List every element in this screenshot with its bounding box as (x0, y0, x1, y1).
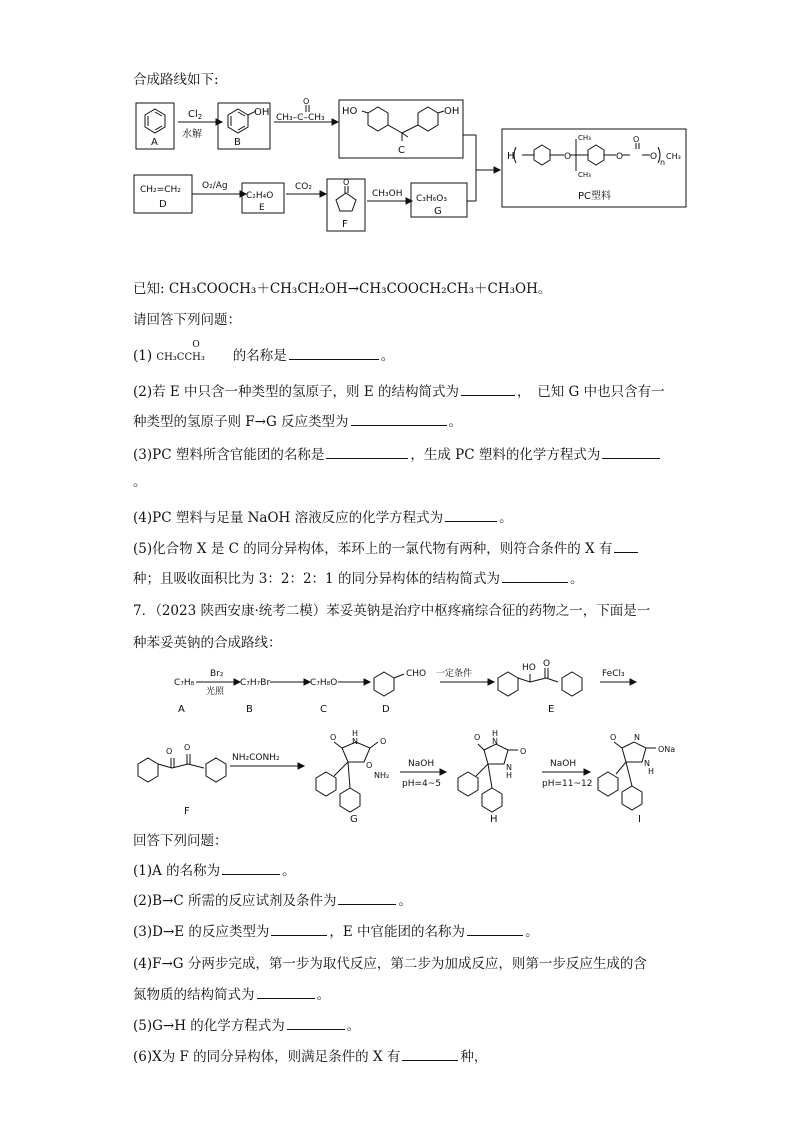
e-ho: HO (522, 663, 536, 673)
ethylene: CH₂=CH₂ (140, 185, 181, 195)
pc-h: H (507, 151, 515, 162)
acetone-formula: CH₃–C–CH₃ (276, 113, 325, 123)
cond: 一定条件 (436, 669, 473, 679)
h-h2: H (506, 771, 513, 780)
label-g7: G (350, 814, 358, 824)
pc-o2: O (616, 152, 624, 162)
cl2-label: $Cl_2$ (188, 109, 203, 121)
q7-part4-line2: 氮物质的结构简式为 。 (133, 983, 330, 1003)
label-b: B (234, 137, 241, 148)
light: 光照 (206, 687, 225, 697)
g-n: N (352, 737, 358, 746)
g-o1: O (330, 733, 337, 742)
urea: NH₂CONH₂ (232, 753, 280, 763)
answer-blank[interactable] (402, 1046, 458, 1061)
hydrolysis-label: 水解 (182, 129, 202, 140)
q6-part2-line1: (2)若 E 中只含一种类型的氢原子，则 E 的结构简式为 ， 已知 G 中也只含有一 (133, 380, 665, 400)
q6-part3: (3)PC 塑料所含官能团的名称是 ，生成 PC 塑料的化学方程式为 (133, 443, 662, 463)
h-o2: O (520, 747, 527, 756)
label-g: G (434, 206, 442, 217)
cho: CHO (406, 669, 427, 679)
h-n: N (492, 737, 498, 746)
a-formula: C₇H₈ (174, 678, 195, 688)
label-d7: D (382, 704, 390, 715)
oh-c: OH (444, 106, 460, 117)
f-o1: O (166, 747, 173, 756)
q6-intro: 合成路线如下: (133, 72, 219, 88)
q7-part1: (1)A 的名称为 。 (133, 859, 296, 879)
q7-part4-line1: (4)F→G 分两步完成，第一步为取代反应，第二步为加成反应，则第一步反应生成的含 (133, 956, 647, 972)
answer-blank[interactable] (602, 444, 660, 459)
label-c: C (398, 145, 405, 156)
ph2: pH=11~12 (542, 779, 593, 789)
i-o: O (610, 733, 617, 742)
e-formula: C₂H₄O (246, 191, 274, 201)
answer-blank[interactable] (467, 921, 523, 936)
h-o1: O (474, 733, 481, 742)
label-i7: I (638, 814, 641, 824)
g-formula: C₃H₆O₃ (416, 194, 447, 204)
e-o: O (543, 659, 551, 669)
label-a7: A (178, 704, 185, 715)
fecl3: FeCl₃ (602, 669, 625, 679)
acetone-o: O (303, 97, 310, 106)
answer-blank[interactable] (338, 890, 396, 905)
label-a: A (151, 137, 158, 148)
label-d: D (159, 199, 167, 210)
label-f: F (342, 219, 348, 230)
q6-part3-end: 。 (133, 474, 147, 490)
g-nh2: NH₂ (374, 771, 390, 780)
meoh: CH₃OH (372, 189, 403, 199)
g-o2: O (380, 737, 387, 746)
q7-part5: (5)G→H 的化学方程式为 。 (133, 1014, 360, 1034)
q7-ask: 回答下列问题： (133, 833, 228, 849)
co2: CO₂ (295, 182, 312, 192)
answer-blank[interactable] (271, 921, 327, 936)
g-o3: O (366, 761, 373, 770)
pc-o1: O (564, 152, 572, 162)
br2: Br₂ (210, 669, 224, 679)
acetone-inline: O CH₃CCH₃ (156, 340, 205, 363)
h-h: H (492, 729, 499, 738)
f-o2: O (184, 743, 191, 752)
pc-ch3: CH₃ (666, 152, 681, 161)
naoh2: NaOH (550, 759, 577, 769)
q6-ask: 请回答下列问题： (133, 312, 241, 328)
answer-blank[interactable] (289, 345, 379, 360)
pc-o3: O (633, 135, 640, 144)
oh-b: OH (254, 107, 270, 118)
answer-blank[interactable] (502, 568, 568, 583)
pc-name: PC塑料 (578, 191, 612, 202)
answer-blank[interactable] (461, 381, 515, 396)
answer-blank[interactable] (614, 538, 638, 553)
q6-scheme (130, 95, 690, 235)
label-c7: C (320, 704, 327, 715)
o2ag: O₂/Ag (202, 181, 228, 191)
q7-intro-line1: 7．（2023 陕西安康·统考二模）苯妥英钠是治疗中枢疼痛综合征的药物之一，下面是一 (133, 603, 651, 619)
q6-part1: (1) O CH₃CCH₃ 的名称是 。 (133, 340, 395, 364)
c-formula: C₇H₈O (310, 678, 338, 688)
label-f7: F (184, 806, 190, 817)
q6-part5-line1: (5)化合物 X 是 C 的同分异构体，苯环上的一氯代物有两种，则符合条件的 X 有 (133, 537, 640, 557)
q7-part6: (6)X为 F 的同分异构体，则满足条件的 X 有 种， (133, 1045, 487, 1065)
q6-known: 已知: CH₃COOCH₃＋CH₃CH₂OH→CH₃COOCH₂CH₃＋CH₃OH。 (133, 281, 552, 297)
label-e: E (259, 203, 265, 213)
label-h7: H (490, 814, 498, 824)
i-h: H (648, 767, 655, 776)
i-ona: ONa (658, 745, 676, 754)
ho-c: HO (342, 106, 358, 117)
answer-blank[interactable] (287, 1015, 345, 1030)
i-n2: N (644, 759, 650, 768)
q6-part5-line2: 种；且吸收面积比为 3：2：2：1 的同分异构体的结构简式为 。 (133, 567, 583, 587)
q6-part2-line2: 种类型的氢原子则 F→G 反应类型为 。 (133, 410, 462, 430)
q6-part4: (4)PC 塑料与足量 NaOH 溶液反应的化学方程式为 。 (133, 506, 513, 526)
naoh1: NaOH (408, 759, 435, 769)
f-o: O (343, 178, 350, 187)
b-formula: C₇H₇Br (240, 678, 271, 688)
q7-scheme-row1 (170, 658, 660, 720)
label-b7: B (246, 704, 253, 715)
q7-part2: (2)B→C 所需的反应试剂及条件为 。 (133, 889, 412, 909)
answer-blank[interactable] (351, 411, 447, 426)
answer-blank[interactable] (445, 507, 497, 522)
ph1: pH=4~5 (402, 779, 442, 789)
pc-o4: O (650, 152, 658, 162)
label-e7: E (548, 704, 555, 715)
answer-blank[interactable] (222, 860, 280, 875)
answer-blank[interactable] (257, 984, 315, 999)
pc-ch3-bottom: CH₃ (578, 171, 591, 179)
q7-scheme-row2 (128, 724, 698, 824)
h-n2: N (506, 763, 512, 772)
answer-blank[interactable] (326, 444, 408, 459)
q7-intro-line2: 种苯妥英钠的合成路线： (133, 635, 282, 651)
q7-part3: (3)D→E 的反应类型为 ，E 中官能团的名称为 。 (133, 920, 539, 940)
pc-n: n (660, 158, 666, 167)
g-h: H (352, 729, 359, 738)
i-n: N (634, 733, 640, 742)
pc-ch3-top: CH₃ (578, 134, 591, 142)
